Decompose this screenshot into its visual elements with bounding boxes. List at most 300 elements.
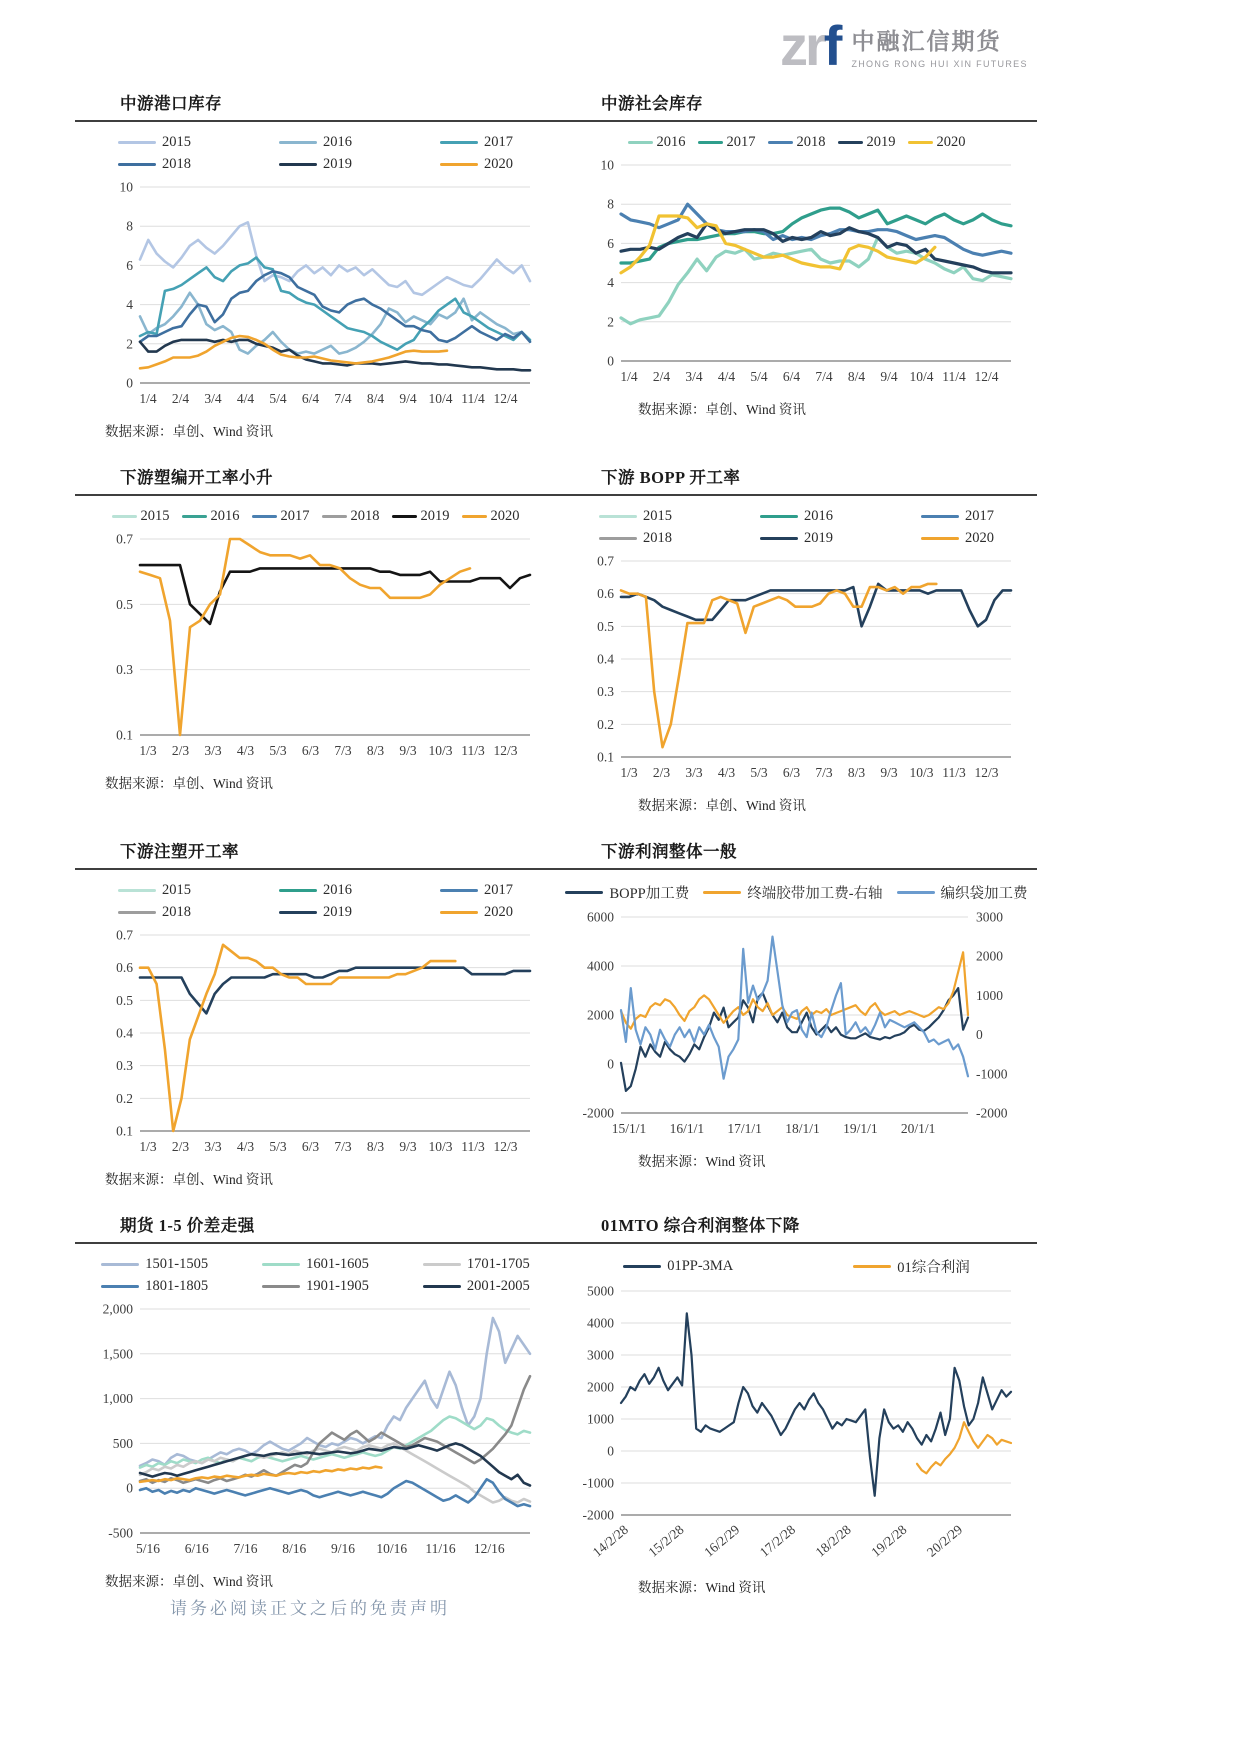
svg-text:0: 0 xyxy=(975,1027,983,1043)
svg-text:3/3: 3/3 xyxy=(203,743,222,758)
chart-futures-1-5-spread xyxy=(75,1212,556,1596)
legend-item xyxy=(279,904,352,921)
svg-text:0: 0 xyxy=(606,353,614,369)
legend-item xyxy=(279,134,352,151)
legend-item xyxy=(252,508,310,525)
svg-text:10/16: 10/16 xyxy=(375,1541,407,1556)
title-rule xyxy=(75,120,556,122)
legend-swatch-icon xyxy=(118,889,156,893)
svg-text:0.3: 0.3 xyxy=(115,662,133,678)
legend-swatch-icon xyxy=(118,141,156,145)
legend-item xyxy=(118,156,191,173)
svg-text:10: 10 xyxy=(119,179,133,195)
svg-text:12/3: 12/3 xyxy=(492,1139,518,1154)
svg-text:0.4: 0.4 xyxy=(596,651,614,667)
legend-swatch-icon xyxy=(279,889,317,893)
data-source: 数据来源：卓创、Wind 资讯 xyxy=(105,776,273,791)
svg-text:5/3: 5/3 xyxy=(268,743,287,758)
legend-label: 2019 xyxy=(866,134,896,150)
chart-canvas xyxy=(571,551,1023,791)
legend-item xyxy=(838,134,896,151)
svg-text:12/4: 12/4 xyxy=(492,391,518,406)
svg-text:3/3: 3/3 xyxy=(684,765,703,780)
legend-label: 1901-1905 xyxy=(306,1278,369,1294)
legend-label: 编织袋加工费 xyxy=(940,886,1028,902)
chart-title: 01MTO 综合利润整体下降 xyxy=(601,1216,800,1235)
svg-text:12/3: 12/3 xyxy=(492,743,518,758)
chart-legend xyxy=(562,882,1031,903)
svg-text:18/1/1: 18/1/1 xyxy=(784,1121,820,1136)
charts-grid xyxy=(75,90,1037,1596)
legend-swatch-icon xyxy=(101,1285,139,1289)
svg-text:8/3: 8/3 xyxy=(366,1139,384,1154)
svg-text:-2000: -2000 xyxy=(582,1105,614,1121)
svg-text:7/3: 7/3 xyxy=(333,1139,352,1154)
svg-text:4/4: 4/4 xyxy=(717,369,735,384)
legend-label: 2018 xyxy=(350,508,380,524)
chart-legend xyxy=(81,134,550,173)
logo-text-zr: zr xyxy=(780,14,824,77)
legend-label: 01PP-3MA xyxy=(667,1258,734,1274)
svg-text:11/3: 11/3 xyxy=(941,765,966,780)
svg-text:8/3: 8/3 xyxy=(366,743,384,758)
legend-item xyxy=(118,134,191,151)
title-rule xyxy=(75,868,556,870)
legend-label: 2020 xyxy=(484,156,513,172)
chart-weaving-operating-rate xyxy=(75,464,556,814)
legend-label: 2020 xyxy=(936,134,966,150)
svg-text:0: 0 xyxy=(606,1056,614,1072)
legend-label: 2018 xyxy=(162,156,191,172)
legend-label: 2018 xyxy=(796,134,826,150)
svg-text:16/1/1: 16/1/1 xyxy=(669,1121,704,1136)
legend-swatch-icon xyxy=(112,515,137,519)
legend-item xyxy=(440,904,513,921)
svg-text:10/4: 10/4 xyxy=(908,369,934,384)
legend-swatch-icon xyxy=(628,141,653,145)
chart-01mto-profit xyxy=(556,1212,1037,1596)
chart-title: 下游 BOPP 开工率 xyxy=(601,468,741,487)
svg-text:2/3: 2/3 xyxy=(652,765,670,780)
chart-downstream-profit xyxy=(556,838,1037,1188)
legend-label: BOPP加工费 xyxy=(609,886,690,902)
legend-swatch-icon xyxy=(322,515,347,519)
disclaimer-text: 请务必阅读正文之后的免责声明 xyxy=(170,1599,450,1618)
legend-label: 2001-2005 xyxy=(466,1278,530,1294)
company-logo xyxy=(780,14,1028,77)
svg-text:8/16: 8/16 xyxy=(281,1541,306,1556)
legend-label: 1801-1805 xyxy=(145,1278,209,1294)
chart-title: 中游港口库存 xyxy=(120,94,222,113)
svg-text:8/4: 8/4 xyxy=(847,369,865,384)
svg-text:7/4: 7/4 xyxy=(814,369,833,384)
legend-item xyxy=(279,882,352,899)
legend-item xyxy=(423,1256,530,1273)
title-rule xyxy=(75,1242,556,1244)
legend-item xyxy=(760,508,833,525)
svg-text:4: 4 xyxy=(125,297,133,313)
svg-text:0.1: 0.1 xyxy=(115,727,133,743)
svg-text:1000: 1000 xyxy=(586,1411,614,1427)
chart-legend xyxy=(81,882,550,921)
svg-text:2/4: 2/4 xyxy=(652,369,670,384)
svg-text:6/4: 6/4 xyxy=(782,369,800,384)
legend-label: 2016 xyxy=(210,508,240,524)
legend-swatch-icon xyxy=(262,1285,300,1289)
chart-legend xyxy=(562,134,1031,151)
brand-name-cn: 中融汇信期货 xyxy=(851,27,1002,54)
svg-text:1/3: 1/3 xyxy=(619,765,638,780)
legend-swatch-icon xyxy=(423,1263,461,1267)
legend-label: 终端胶带加工费-右轴 xyxy=(747,886,883,902)
legend-swatch-icon xyxy=(853,1265,891,1269)
legend-swatch-icon xyxy=(698,141,723,145)
svg-text:10/4: 10/4 xyxy=(427,391,453,406)
svg-text:2000: 2000 xyxy=(586,1379,614,1395)
svg-text:9/4: 9/4 xyxy=(398,391,417,406)
data-source: 数据来源：卓创、Wind 资讯 xyxy=(105,1574,273,1589)
legend-label: 2019 xyxy=(323,904,352,920)
legend-label: 2019 xyxy=(323,156,352,172)
svg-text:11/3: 11/3 xyxy=(460,1139,485,1154)
svg-text:0.4: 0.4 xyxy=(115,1025,133,1041)
legend-swatch-icon xyxy=(921,537,959,541)
legend-swatch-icon xyxy=(252,515,277,519)
legend-swatch-icon xyxy=(118,911,156,915)
svg-text:5/3: 5/3 xyxy=(268,1139,287,1154)
legend-label: 2016 xyxy=(323,134,352,150)
svg-text:6/3: 6/3 xyxy=(301,743,319,758)
legend-swatch-icon xyxy=(623,1265,661,1269)
svg-text:0.7: 0.7 xyxy=(596,553,614,569)
svg-text:4: 4 xyxy=(606,275,614,291)
chart-title: 下游注塑开工率 xyxy=(120,842,239,861)
legend-item xyxy=(182,508,240,525)
svg-text:8/4: 8/4 xyxy=(366,391,384,406)
legend-swatch-icon xyxy=(392,515,417,519)
svg-text:9/3: 9/3 xyxy=(879,765,898,780)
svg-text:0: 0 xyxy=(606,1443,614,1459)
chart-legend xyxy=(81,508,550,525)
svg-text:6/3: 6/3 xyxy=(782,765,800,780)
svg-text:0.7: 0.7 xyxy=(115,927,133,943)
chart-title: 期货 1-5 价差走强 xyxy=(120,1216,255,1235)
title-rule xyxy=(556,868,1037,870)
svg-text:0.2: 0.2 xyxy=(596,716,614,732)
legend-swatch-icon xyxy=(565,891,603,895)
legend-swatch-icon xyxy=(279,911,317,915)
data-source: 数据来源：卓创、Wind 资讯 xyxy=(638,798,806,813)
svg-text:0.6: 0.6 xyxy=(596,586,614,602)
legend-item xyxy=(623,1256,733,1277)
svg-text:3/4: 3/4 xyxy=(684,369,703,384)
svg-text:0.5: 0.5 xyxy=(115,992,133,1008)
svg-text:6: 6 xyxy=(125,257,133,273)
legend-item xyxy=(599,508,672,525)
chart-canvas xyxy=(90,1299,542,1567)
chart-midstream-port-inventory xyxy=(75,90,556,440)
legend-item xyxy=(853,1256,970,1277)
legend-swatch-icon xyxy=(768,141,793,145)
legend-label: 2015 xyxy=(162,134,191,150)
svg-text:19/2/28: 19/2/28 xyxy=(867,1521,909,1560)
chart-midstream-social-inventory xyxy=(556,90,1037,440)
chart-bopp-operating-rate xyxy=(556,464,1037,814)
svg-text:-2000: -2000 xyxy=(975,1105,1007,1121)
legend-swatch-icon xyxy=(703,891,741,895)
chart-title: 下游塑编开工率小升 xyxy=(120,468,273,487)
svg-text:7/3: 7/3 xyxy=(814,765,833,780)
legend-label: 2017 xyxy=(484,134,513,150)
legend-label: 2017 xyxy=(280,508,310,524)
data-source: 数据来源：Wind 资讯 xyxy=(638,1154,766,1169)
svg-text:1000: 1000 xyxy=(975,987,1003,1003)
legend-swatch-icon xyxy=(440,141,478,145)
svg-text:5/3: 5/3 xyxy=(749,765,768,780)
data-source: 数据来源：卓创、Wind 资讯 xyxy=(105,424,273,439)
svg-text:12/16: 12/16 xyxy=(473,1541,505,1556)
legend-label: 2015 xyxy=(162,882,191,898)
svg-text:16/2/29: 16/2/29 xyxy=(700,1521,742,1560)
legend-item xyxy=(392,508,450,525)
svg-text:14/2/28: 14/2/28 xyxy=(589,1521,631,1560)
svg-text:6/3: 6/3 xyxy=(301,1139,319,1154)
legend-item xyxy=(908,134,966,151)
legend-label: 2017 xyxy=(965,508,994,524)
svg-text:2: 2 xyxy=(125,336,133,352)
legend-item xyxy=(262,1278,369,1295)
zrf-logo-icon xyxy=(780,14,840,77)
svg-text:10/3: 10/3 xyxy=(908,765,934,780)
chart-legend xyxy=(562,508,1031,547)
svg-text:18/2/28: 18/2/28 xyxy=(812,1521,854,1560)
svg-text:11/16: 11/16 xyxy=(424,1541,456,1556)
legend-item xyxy=(118,904,191,921)
svg-text:0.2: 0.2 xyxy=(115,1090,133,1106)
svg-text:20/1/1: 20/1/1 xyxy=(900,1121,935,1136)
svg-text:4/3: 4/3 xyxy=(236,1139,254,1154)
svg-text:5/4: 5/4 xyxy=(268,391,287,406)
svg-text:12/4: 12/4 xyxy=(973,369,999,384)
legend-item xyxy=(703,882,882,903)
svg-text:10/3: 10/3 xyxy=(427,1139,453,1154)
legend-label: 2017 xyxy=(726,134,756,150)
brand-block xyxy=(851,23,1027,69)
svg-text:15/1/1: 15/1/1 xyxy=(611,1121,646,1136)
legend-item xyxy=(768,134,826,151)
legend-swatch-icon xyxy=(279,163,317,167)
svg-text:7/4: 7/4 xyxy=(333,391,352,406)
data-source: 数据来源：Wind 资讯 xyxy=(638,1580,766,1595)
brand-name-en: ZHONG RONG HUI XIN FUTURES xyxy=(851,58,1028,69)
svg-text:17/2/28: 17/2/28 xyxy=(756,1521,798,1560)
svg-text:0.3: 0.3 xyxy=(115,1058,133,1074)
legend-item xyxy=(760,530,833,547)
svg-text:8: 8 xyxy=(606,196,614,212)
logo-text-f: f xyxy=(823,14,840,77)
legend-swatch-icon xyxy=(118,163,156,167)
svg-text:1/3: 1/3 xyxy=(138,743,157,758)
legend-swatch-icon xyxy=(101,1263,139,1267)
svg-text:-500: -500 xyxy=(107,1525,133,1541)
legend-swatch-icon xyxy=(182,515,207,519)
svg-text:7/16: 7/16 xyxy=(232,1541,258,1556)
legend-item xyxy=(262,1256,369,1273)
svg-text:10/3: 10/3 xyxy=(427,743,453,758)
svg-text:1/4: 1/4 xyxy=(619,369,638,384)
legend-item xyxy=(440,134,513,151)
svg-text:3/4: 3/4 xyxy=(203,391,222,406)
svg-text:6/4: 6/4 xyxy=(301,391,319,406)
svg-text:2: 2 xyxy=(606,314,614,330)
legend-item xyxy=(921,508,994,525)
legend-item xyxy=(921,530,994,547)
legend-swatch-icon xyxy=(897,891,935,895)
legend-label: 2018 xyxy=(643,530,672,546)
svg-text:8/3: 8/3 xyxy=(847,765,865,780)
svg-text:7/3: 7/3 xyxy=(333,743,352,758)
svg-text:0.6: 0.6 xyxy=(115,960,133,976)
svg-text:0.5: 0.5 xyxy=(115,596,133,612)
svg-text:4/3: 4/3 xyxy=(717,765,735,780)
svg-text:8: 8 xyxy=(125,218,133,234)
data-source: 数据来源：卓创、Wind 资讯 xyxy=(105,1172,273,1187)
chart-title: 下游利润整体一般 xyxy=(601,842,737,861)
legend-swatch-icon xyxy=(908,141,933,145)
svg-text:-1000: -1000 xyxy=(975,1066,1007,1082)
svg-text:-1000: -1000 xyxy=(582,1475,614,1491)
legend-item xyxy=(698,134,756,151)
legend-label: 2020 xyxy=(484,904,513,920)
legend-swatch-icon xyxy=(599,515,637,519)
legend-swatch-icon xyxy=(921,515,959,519)
svg-text:2/3: 2/3 xyxy=(171,1139,189,1154)
svg-text:19/1/1: 19/1/1 xyxy=(842,1121,878,1136)
legend-item xyxy=(628,134,686,151)
legend-label: 2020 xyxy=(490,508,520,524)
svg-text:10: 10 xyxy=(600,157,614,173)
legend-item xyxy=(112,508,170,525)
svg-text:500: 500 xyxy=(112,1435,133,1451)
legend-label: 1701-1705 xyxy=(466,1256,530,1272)
legend-swatch-icon xyxy=(760,537,798,541)
svg-text:0: 0 xyxy=(125,375,133,391)
legend-swatch-icon xyxy=(279,141,317,145)
legend-label: 1501-1505 xyxy=(145,1256,209,1272)
legend-item xyxy=(118,882,191,899)
svg-text:20/2/29: 20/2/29 xyxy=(923,1521,965,1560)
chart-canvas xyxy=(571,907,1023,1147)
legend-swatch-icon xyxy=(760,515,798,519)
legend-label: 2016 xyxy=(656,134,686,150)
chart-canvas xyxy=(571,155,1023,395)
svg-text:0.7: 0.7 xyxy=(115,531,133,547)
svg-text:0.1: 0.1 xyxy=(596,749,614,765)
svg-text:12/3: 12/3 xyxy=(973,765,999,780)
legend-label: 2016 xyxy=(323,882,352,898)
chart-legend xyxy=(562,1256,1031,1277)
svg-text:6/16: 6/16 xyxy=(184,1541,209,1556)
legend-item xyxy=(462,508,520,525)
legend-item xyxy=(322,508,380,525)
svg-text:1,500: 1,500 xyxy=(102,1346,133,1362)
svg-text:5/16: 5/16 xyxy=(135,1541,160,1556)
legend-label: 2016 xyxy=(804,508,833,524)
svg-text:15/2/28: 15/2/28 xyxy=(644,1521,687,1560)
svg-text:1,000: 1,000 xyxy=(102,1391,133,1407)
legend-swatch-icon xyxy=(440,911,478,915)
legend-label: 2019 xyxy=(804,530,833,546)
legend-label: 01综合利润 xyxy=(897,1260,970,1276)
svg-text:3000: 3000 xyxy=(975,909,1003,925)
svg-text:0.1: 0.1 xyxy=(115,1123,133,1139)
svg-text:17/1/1: 17/1/1 xyxy=(726,1121,762,1136)
svg-text:5/4: 5/4 xyxy=(749,369,768,384)
legend-label: 2015 xyxy=(140,508,170,524)
svg-text:1/4: 1/4 xyxy=(138,391,157,406)
chart-title: 中游社会库存 xyxy=(601,94,703,113)
chart-canvas xyxy=(90,925,542,1165)
legend-swatch-icon xyxy=(462,515,487,519)
legend-item xyxy=(897,882,1028,903)
legend-swatch-icon xyxy=(599,537,637,541)
legend-item xyxy=(599,530,672,547)
svg-text:9/3: 9/3 xyxy=(398,743,417,758)
legend-label: 1601-1605 xyxy=(306,1256,369,1272)
legend-swatch-icon xyxy=(440,889,478,893)
svg-text:5000: 5000 xyxy=(586,1283,614,1299)
svg-text:11/3: 11/3 xyxy=(460,743,485,758)
legend-label: 2020 xyxy=(965,530,994,546)
chart-canvas xyxy=(90,177,542,417)
legend-label: 2015 xyxy=(643,508,672,524)
chart-canvas xyxy=(571,1281,1023,1573)
svg-text:6000: 6000 xyxy=(586,909,614,925)
svg-text:4/4: 4/4 xyxy=(236,391,254,406)
chart-canvas xyxy=(90,529,542,769)
legend-item xyxy=(423,1278,530,1295)
svg-text:0.3: 0.3 xyxy=(596,684,614,700)
svg-text:4/3: 4/3 xyxy=(236,743,254,758)
legend-swatch-icon xyxy=(440,163,478,167)
title-rule xyxy=(75,494,556,496)
title-rule xyxy=(556,120,1037,122)
legend-item xyxy=(440,882,513,899)
title-rule xyxy=(556,1242,1037,1244)
svg-text:2000: 2000 xyxy=(975,948,1003,964)
title-rule xyxy=(556,494,1037,496)
legend-label: 2019 xyxy=(420,508,450,524)
svg-text:11/4: 11/4 xyxy=(941,369,966,384)
svg-text:2/3: 2/3 xyxy=(171,743,189,758)
svg-text:4000: 4000 xyxy=(586,958,614,974)
legend-swatch-icon xyxy=(262,1263,300,1267)
svg-text:0.5: 0.5 xyxy=(596,618,614,634)
svg-text:2/4: 2/4 xyxy=(171,391,189,406)
legend-item xyxy=(101,1278,208,1295)
legend-label: 2017 xyxy=(484,882,513,898)
data-source: 数据来源：卓创、Wind 资讯 xyxy=(638,402,806,417)
legend-item xyxy=(101,1256,208,1273)
svg-text:2000: 2000 xyxy=(586,1007,614,1023)
svg-text:2,000: 2,000 xyxy=(102,1301,133,1317)
svg-text:9/4: 9/4 xyxy=(879,369,898,384)
svg-text:-2000: -2000 xyxy=(582,1507,614,1523)
legend-swatch-icon xyxy=(423,1285,461,1289)
legend-label: 2018 xyxy=(162,904,191,920)
legend-item xyxy=(565,882,689,903)
svg-text:3000: 3000 xyxy=(586,1347,614,1363)
